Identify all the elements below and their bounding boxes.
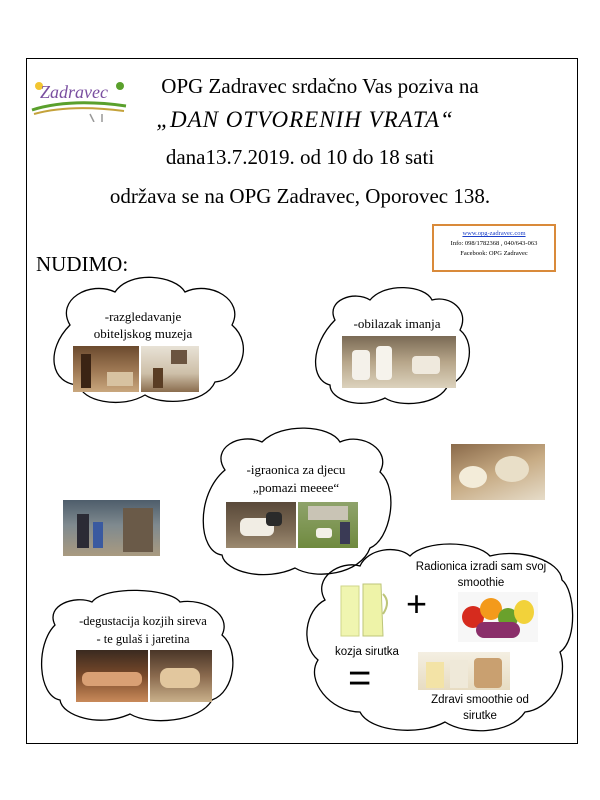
museum-photo-1 — [73, 346, 139, 392]
offer-heading: NUDIMO: — [36, 252, 129, 276]
smoothie-title-line-1: Radionica izradi sam svoj — [415, 561, 547, 573]
phone-info: Info: 098/1782368 , 040/643-063 — [450, 240, 538, 248]
equals-sign: = — [348, 656, 372, 700]
header-line-1: OPG Zadravec srdačno Vas poziva na — [161, 74, 479, 98]
smoothie-title-line-2: smoothie — [457, 577, 505, 589]
logo-text: Zadravec — [40, 82, 108, 102]
tasting-photo-1 — [76, 650, 148, 702]
fruits-photo — [458, 592, 538, 642]
tasting-line-1: -degustacija kozjih sireva — [79, 614, 207, 628]
smoothie-photo — [418, 652, 510, 690]
whey-jug-photo — [339, 578, 389, 640]
play-line-2: „pomazi meeee“ — [252, 480, 340, 495]
cheese-photo — [451, 444, 545, 500]
website-link[interactable]: www.opg-zadravec.com — [462, 230, 526, 237]
family-photo — [63, 500, 160, 556]
plus-sign: + — [406, 583, 428, 624]
tasting-photo-2 — [150, 650, 212, 702]
header-line-4: održava se na OPG Zadravec, Oporovec 138. — [109, 184, 491, 208]
play-photo-1 — [226, 502, 296, 548]
play-line-1: -igraonica za djecu — [246, 462, 346, 477]
result-line-2: sirutke — [463, 710, 497, 722]
header-line-3: dana13.7.2019. od 10 do 18 sati — [165, 145, 435, 169]
museum-photo-2 — [141, 346, 199, 392]
museum-line-1: -razgledavanje — [104, 309, 182, 324]
header-line-2: „DAN OTVORENIH VRATA“ — [156, 107, 454, 132]
play-photo-2 — [298, 502, 358, 548]
farm-line-1: -obilazak imanja — [353, 316, 441, 331]
jug-icon — [339, 578, 389, 640]
tasting-line-2: - te gulaš i jaretina — [96, 632, 190, 646]
result-line-1: Zdravi smoothie od — [431, 694, 529, 706]
museum-line-2: obiteljskog muzeja — [93, 326, 193, 341]
whey-label: kozja sirutka — [335, 646, 399, 658]
facebook-info: Facebook: OPG Zadravec — [460, 250, 528, 258]
farm-photo — [342, 336, 456, 388]
